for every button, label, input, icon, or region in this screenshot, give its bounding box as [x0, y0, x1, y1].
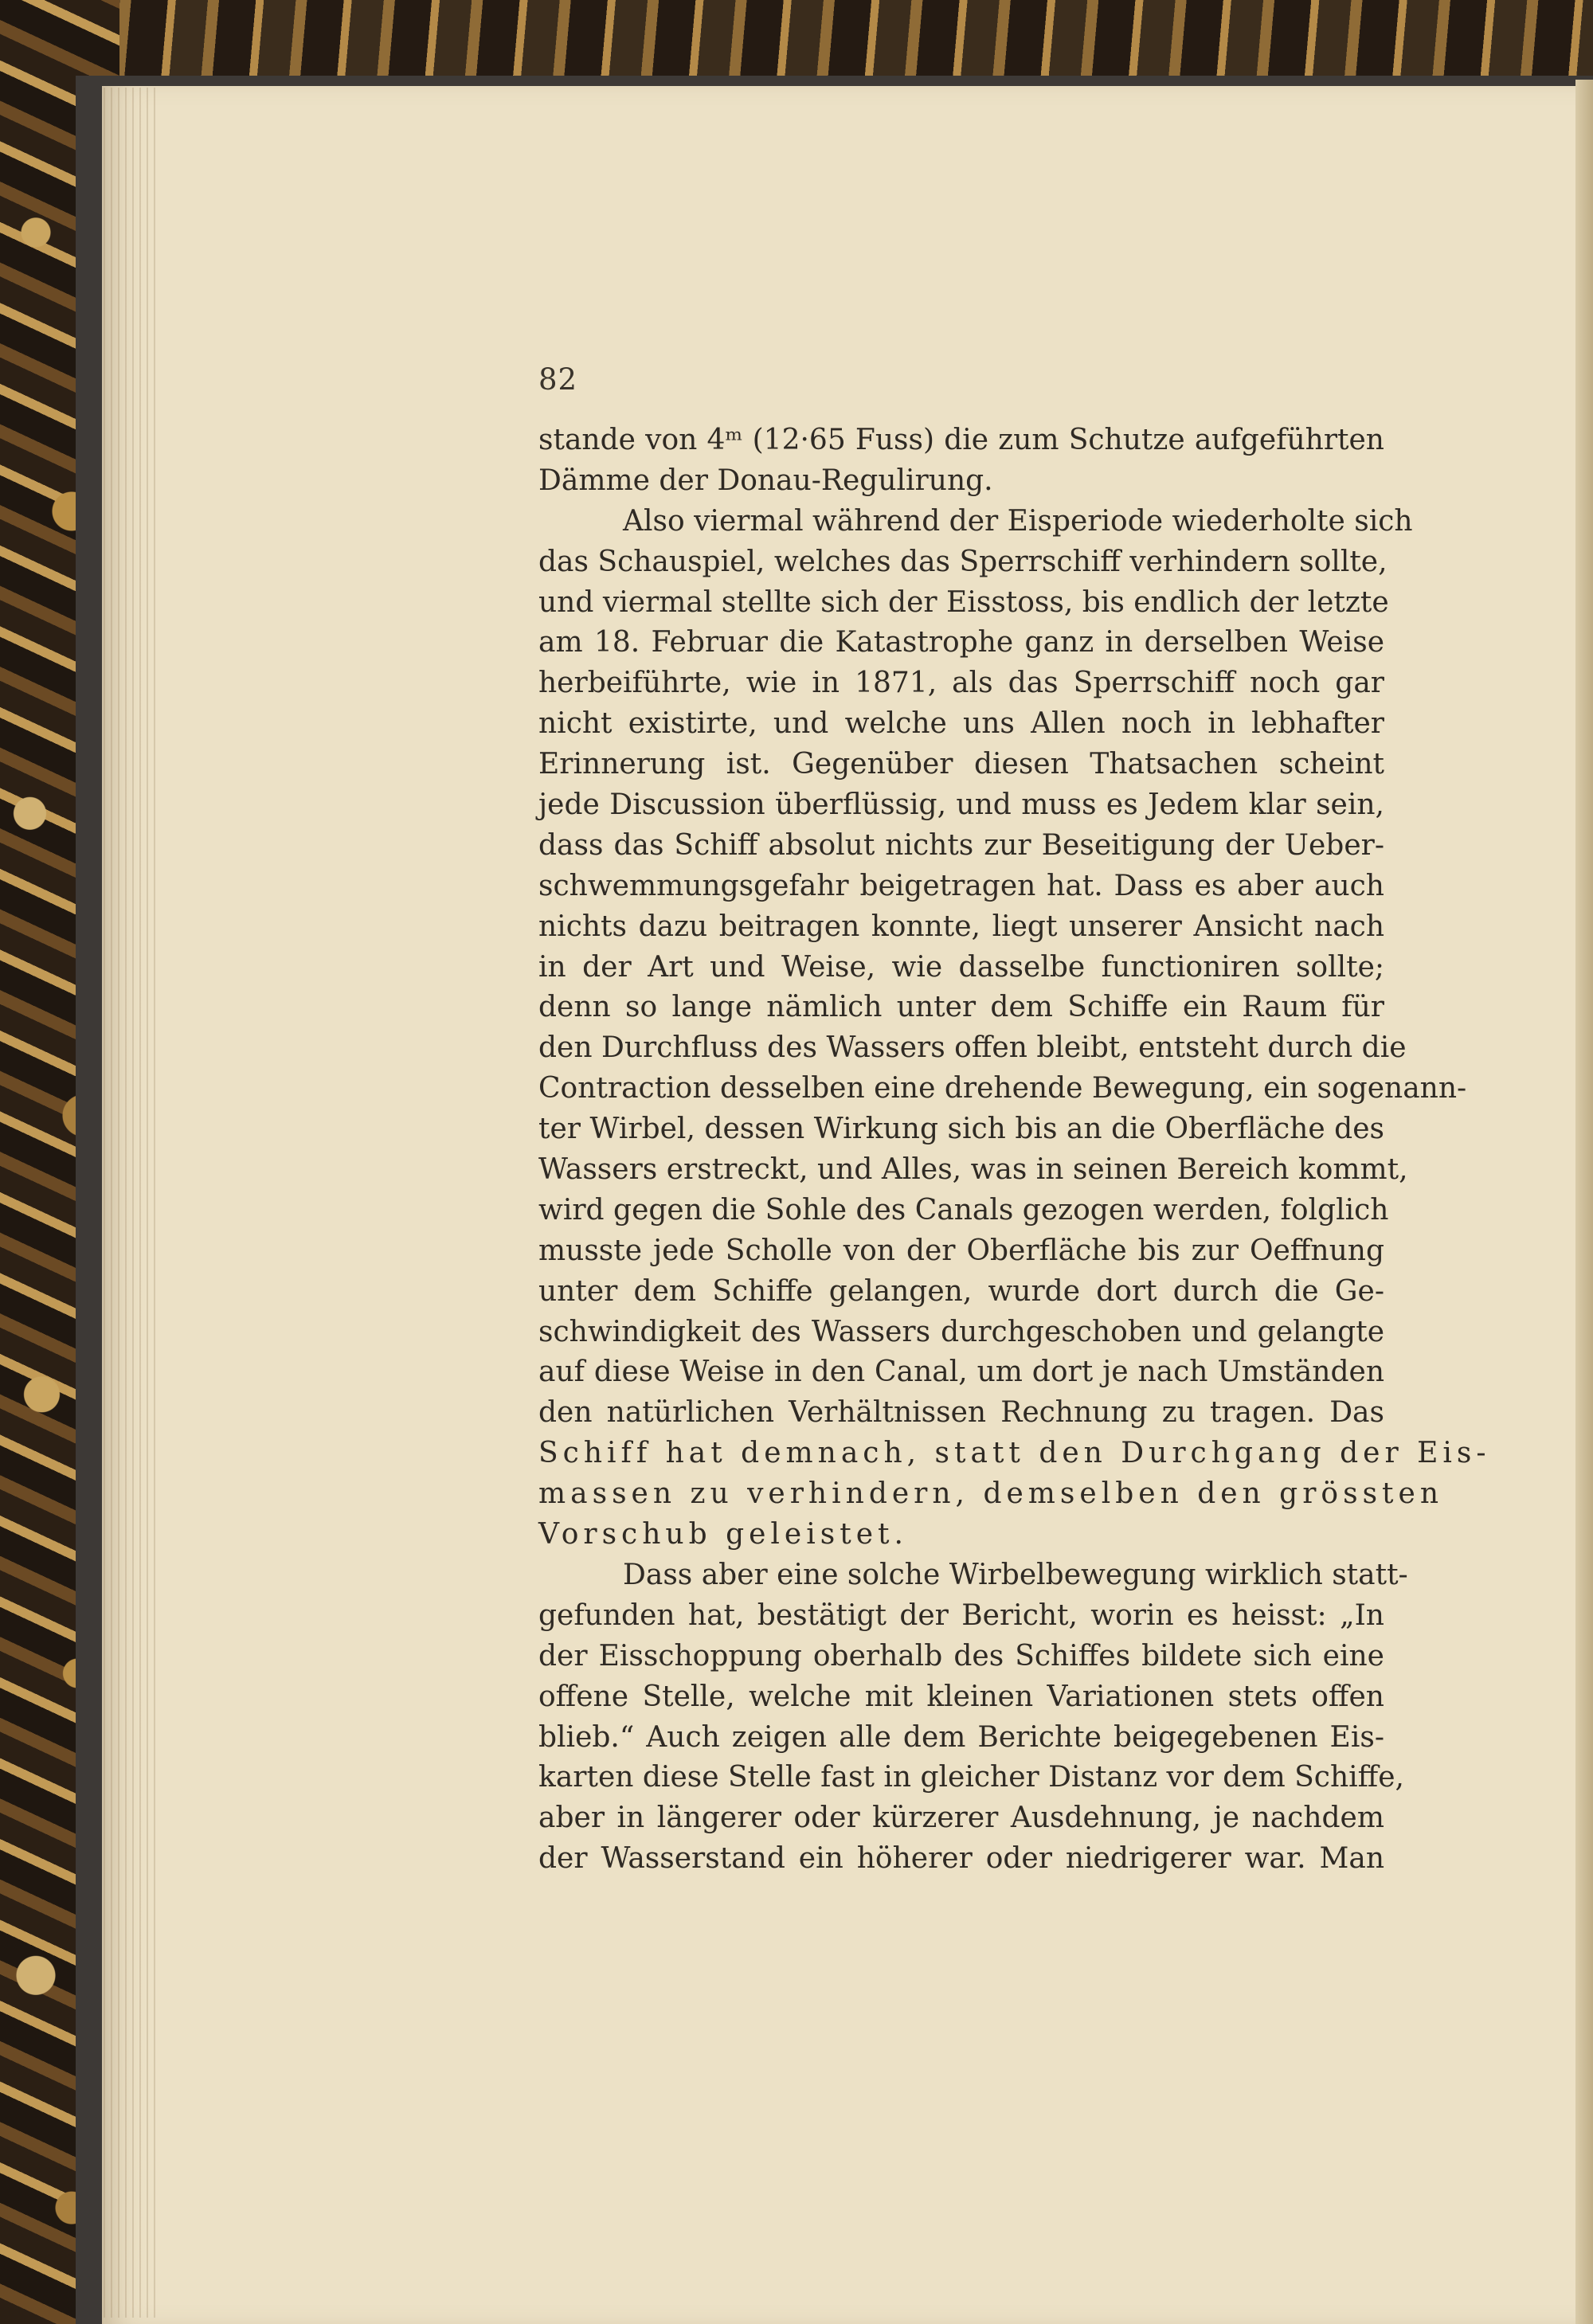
- text-line: schwemmungsgefahr beigetragen hat. Dass es aber auch: [538, 869, 1384, 902]
- text-line: Also viermal während der Eisperiode wiederholte sich: [623, 504, 1413, 538]
- text-line: nichts dazu beitragen konnte, liegt unserer Ansicht nach: [538, 910, 1384, 943]
- text-line: Contraction desselben eine drehende Bewegung, ein sogenann-: [538, 1072, 1467, 1105]
- text-line: Dass aber eine solche Wirbelbewegung wirklich statt-: [623, 1558, 1408, 1591]
- text-line: der Wasserstand ein höherer oder niedrigerer war. Man: [538, 1842, 1384, 1876]
- book-cover-top: [0, 0, 1593, 88]
- text-line: blieb.“ Auch zeigen alle dem Berichte beigegebenen Eis-: [538, 1720, 1384, 1754]
- text-line: jede Discussion überflüssig, und muss es Jedem klar sein,: [538, 788, 1384, 822]
- text-line: Wassers erstreckt, und Alles, was in seinen Bereich kommt,: [538, 1153, 1408, 1187]
- text-line-emphasis: Vorschub geleistet.: [538, 1518, 908, 1551]
- text-line: gefunden hat, bestätigt der Bericht, worin es heisst: „In: [538, 1598, 1384, 1632]
- text-line: Dämme der Donau-Regulirung.: [538, 464, 993, 497]
- body-text: [538, 421, 1491, 1880]
- text-line: schwindigkeit des Wassers durchgeschoben und gelangte: [538, 1315, 1384, 1348]
- text-line: der Eisschoppung oberhalb des Schiffes bildete sich eine: [538, 1639, 1384, 1673]
- text-line: auf diese Weise in den Canal, um dort je nach Umständen: [538, 1356, 1384, 1389]
- text-line: unter dem Schiffe gelangen, wurde dort durch die Ge-: [538, 1274, 1384, 1308]
- text-line: offene Stelle, welche mit kleinen Variationen stets offen: [538, 1680, 1384, 1713]
- text-line: karten diese Stelle fast in gleicher Distanz vor dem Schiffe,: [538, 1761, 1404, 1794]
- text-line: wird gegen die Sohle des Canals gezogen werden, folglich: [538, 1193, 1389, 1227]
- text-line: und viermal stellte sich der Eisstoss, bis endlich der letzte: [538, 585, 1389, 619]
- text-line: dass das Schiff absolut nichts zur Beseitigung der Ueber-: [538, 828, 1384, 862]
- text-line: in der Art und Weise, wie dasselbe functioniren sollte;: [538, 950, 1384, 984]
- text-line-emphasis: Schiff hat demnach, statt den Durchgang der Eis-: [538, 1437, 1491, 1470]
- text-line: den Durchfluss des Wassers offen bleibt, entsteht durch die: [538, 1031, 1407, 1065]
- page-right-edge: [1575, 80, 1593, 2324]
- text-line: denn so lange nämlich unter dem Schiffe ein Raum für: [538, 991, 1384, 1024]
- text-line: musste jede Scholle von der Oberfläche bis zur Oeffnung: [538, 1234, 1384, 1267]
- text-line: am 18. Februar die Katastrophe ganz in derselben Weise: [538, 626, 1384, 659]
- text-line: herbeiführte, wie in 1871, als das Sperrschiff noch gar: [538, 667, 1384, 700]
- text-line: stande von 4ᵐ (12·65 Fuss) die zum Schutze aufgeführten: [538, 424, 1384, 456]
- text-line: den natürlichen Verhältnissen Rechnung zu tragen. Das: [538, 1396, 1384, 1430]
- text-line-emphasis: massen zu verhindern, demselben den grössten: [538, 1477, 1444, 1511]
- text-line: Erinnerung ist. Gegenüber diesen Thatsachen scheint: [538, 748, 1384, 781]
- text-line: nicht existirte, und welche uns Allen noch in lebhafter: [538, 707, 1384, 741]
- page-stack-edges: [104, 88, 159, 2318]
- page-number: 82: [538, 362, 578, 397]
- text-line: aber in längerer oder kürzerer Ausdehnung, je nachdem: [538, 1802, 1384, 1835]
- text-line: das Schauspiel, welches das Sperrschiff verhindern sollte,: [538, 545, 1388, 578]
- text-line: ter Wirbel, dessen Wirkung sich bis an die Oberfläche des: [538, 1113, 1384, 1146]
